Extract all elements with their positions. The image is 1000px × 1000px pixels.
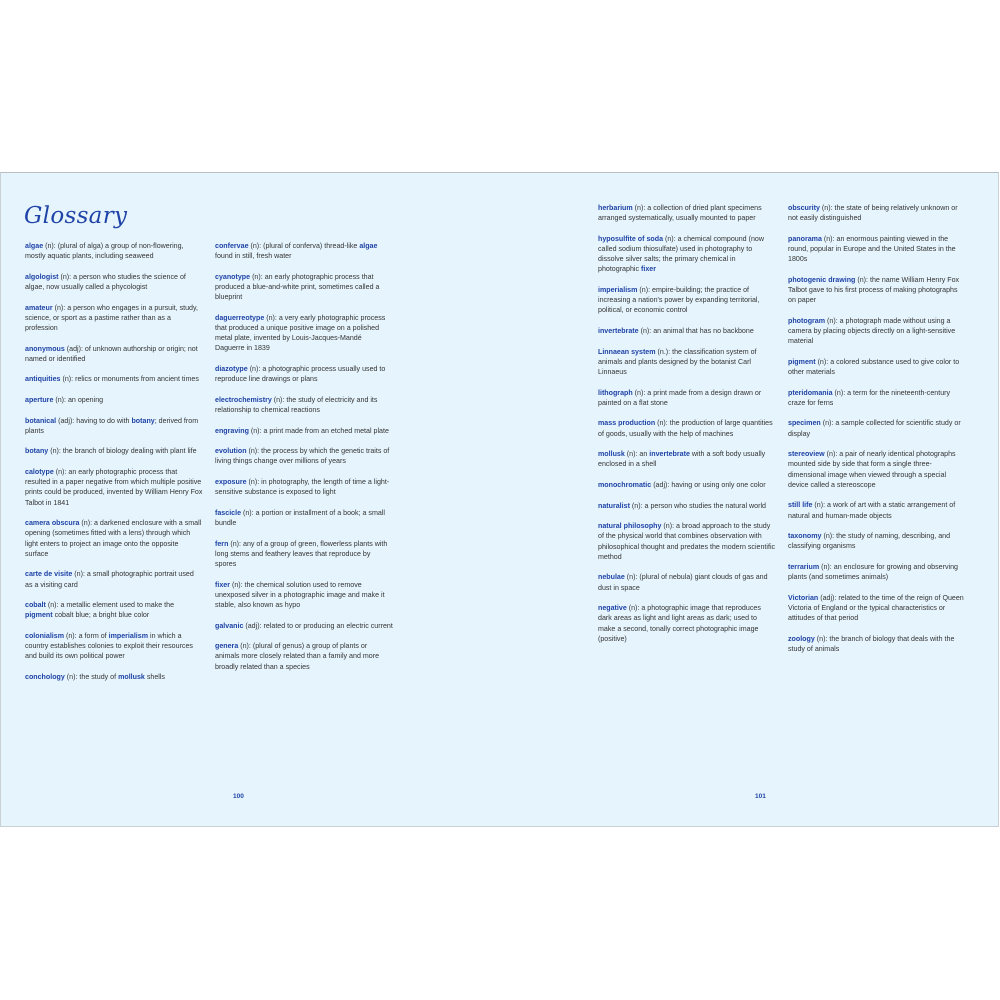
glossary-term: confervae [215,242,249,250]
part-of-speech: (n): [815,357,831,366]
glossary-entry [598,203,776,223]
glossary-entry [598,326,776,336]
glossary-column-3 [598,203,776,654]
part-of-speech: (n): [241,508,256,517]
part-of-speech: (n): [821,234,837,243]
definition-text: the classification system of animals and plants designed by the botanist Carl Linnaeus [598,347,757,376]
glossary-entry [215,364,393,384]
glossary-term: taxonomy [788,532,822,541]
glossary-term: antiquities [25,375,61,384]
definition-text: a small photographic portrait used as a visiting card [25,570,194,589]
glossary-entry [598,480,776,490]
definition-text: an early photographic process that produced a blue-and-white print, sometimes called a blueprint [215,272,380,302]
glossary-term: stereoview [788,450,825,459]
glossary-entry [25,303,203,334]
page-number-right: 101 [755,793,766,800]
glossary-term: aperture [25,395,54,404]
definition-text: a photographic process usually used to reproduce line drawings or plans [215,365,386,384]
glossary-entry [788,562,966,582]
definition-text: an opening [67,395,104,404]
part-of-speech: (n): [53,395,68,404]
glossary-entry [598,285,776,316]
definition-text: found in still, fresh water [215,252,292,261]
part-of-speech: (n): [637,286,653,294]
definition-text: a form of [78,631,109,640]
glossary-term: engraving [215,426,249,435]
cross-reference: fixer [641,265,656,274]
glossary-entry [788,449,966,490]
glossary-term: botanical [25,416,57,425]
glossary-term: zoology [788,634,815,643]
glossary-term: fixer [215,580,230,589]
definition-text: having or using only one color [671,480,766,489]
part-of-speech: (n): [72,570,87,579]
definition-text: the study of [79,672,119,681]
glossary-term: camera obscura [25,519,80,528]
definition-text: a colored substance used to give color to other materials [788,357,960,376]
glossary-term: daguerreotype [215,313,265,322]
definition-text: any of a group of green, flowerless plants with long stems and feathery leaves that reproduce by spores [215,539,388,568]
glossary-term: panorama [788,234,822,243]
definition-text: the production of large quantities of goods, usually with the help of machines [598,419,773,438]
part-of-speech: (n): [58,272,74,281]
definition-text: empire-building; the practice of increasing a nation's power by expanding territorial, political, or economic control [598,286,760,315]
definition-text: related to the time of the reign of Queen Victoria of England or the typical characteristics or attitudes of that period [788,593,964,623]
glossary-column-1 [25,241,203,693]
definition-text: a very early photographic process that produced a unique positive image on a polished metal plate, invented by Louis-Jacques-Mandé Daguerre in 1839 [215,313,386,353]
glossary-entry [25,344,203,364]
definition-text: a term for the nineteenth-century craze for ferns [788,388,951,407]
part-of-speech: (n): [832,388,848,397]
definition-text: a chemical compound (now called sodium thiosulfate) used in photography to dissolve silver salts; the primary chemical in photographic [598,234,764,274]
glossary-term: still life [788,501,813,510]
glossary-term: anonymous [25,344,65,353]
definition-text: the study of electricity and its relationship to chemical reactions [215,395,378,414]
glossary-entry [25,600,203,620]
glossary-entry [788,316,966,347]
glossary-term: obscurity [788,204,820,212]
part-of-speech: (n): [855,275,870,284]
part-of-speech: (n): [53,467,69,476]
definition-text: an enormous painting viewed in the round, popular in Europe and the United States in the 1800s [788,234,956,264]
definition-text: a person who engages in a pursuit, study, science, or sport as a pastime rather than as a profession [25,303,198,332]
glossary-term: mollusk [598,450,625,459]
glossary-entry [788,388,966,408]
definition-text: the chemical solution used to remove unexposed silver in a photographic image and make it stable, also known as hypo [215,580,385,609]
glossary-term: herbarium [598,204,633,212]
part-of-speech: (n): [45,601,61,610]
glossary-term: monochromatic [598,480,652,489]
glossary-entry [598,501,776,511]
definition-text: a sample collected for scientific study or display [788,419,961,438]
glossary-term: pigment [788,357,816,366]
glossary-term: galvanic [215,621,244,630]
glossary-term: algae [25,242,44,250]
part-of-speech: (n): [632,204,648,212]
glossary-term: fern [215,539,229,548]
glossary-column-4 [788,203,966,665]
glossary-term: evolution [215,447,247,456]
glossary-term: conchology [25,672,65,681]
glossary-entry [25,446,203,456]
part-of-speech: (adj): [243,621,264,630]
part-of-speech: (n): [60,375,76,384]
glossary-term: lithograph [598,388,633,397]
glossary-entry [598,418,776,438]
definition-text: a print made from an etched metal plate [263,426,389,435]
glossary-term: invertebrate [598,327,639,335]
definition-text: related to or producing an electric current [263,621,393,630]
glossary-term: photogram [788,316,826,325]
glossary-entry [215,395,393,415]
part-of-speech: (n): [624,450,640,459]
glossary-entry [25,241,203,261]
part-of-speech: (n): [814,634,830,643]
glossary-term: negative [598,604,627,613]
part-of-speech: (n): [661,522,677,531]
glossary-entry [25,416,203,436]
part-of-speech: (n): [248,242,264,250]
glossary-entry [788,634,966,654]
part-of-speech: (adj): [818,593,839,602]
part-of-speech: (n): [271,395,287,404]
glossary-term: cyanotype [215,272,251,281]
part-of-speech: (n): [264,313,279,322]
glossary-entry [215,313,393,354]
part-of-speech: (n): [246,447,262,456]
glossary-term: diazotype [215,365,248,373]
glossary-term: Victorian [788,593,819,602]
definition-text: a photograph made without using a camera by placing objects directly on a light-sensitive material [788,316,956,346]
glossary-entry [215,641,393,672]
part-of-speech: (n): [819,562,834,571]
glossary-entry [215,477,393,497]
glossary-entry [215,446,393,466]
glossary-entry [788,418,966,438]
part-of-speech: (n): [663,234,678,243]
part-of-speech: (n): [246,477,262,486]
definition-text: (plural of nebula) giant clouds of gas and dust in space [598,573,768,592]
glossary-entry [215,539,393,570]
part-of-speech: (n): [64,672,80,681]
cross-reference: botany [131,416,155,425]
glossary-entry [215,241,393,261]
definition-text: an early photographic process that resulted in a paper negative from which multiple positive prints could be produced, invented by William Henry Fox Talbot in 1841 [25,467,203,507]
glossary-entry [25,374,203,384]
glossary-term: hyposulfite of soda [598,234,664,243]
definition-text: (plural of genus) a group of plants or animals more closely related than a family and more broadly related than a species [215,642,380,671]
part-of-speech: (n): [52,303,68,312]
definition-text: the branch of biology dealing with plant life [62,447,197,456]
part-of-speech: (n): [812,501,828,510]
glossary-term: amateur [25,303,53,312]
part-of-speech: (n): [64,631,79,640]
cross-reference: algae [359,242,378,250]
glossary-term: exposure [215,477,247,486]
cross-reference: pigment [25,611,53,620]
glossary-entry [598,449,776,469]
glossary-entry [788,593,966,624]
part-of-speech: (n): [228,539,243,548]
part-of-speech: (n): [229,580,245,589]
definition-text: an animal that has no backbone [653,327,754,335]
definition-text: the study of naming, describing, and classifying organisms [788,532,951,551]
part-of-speech: (n): [247,365,263,373]
glossary-term: terrarium [788,562,820,571]
definition-text: cobalt blue; a bright blue color [52,611,150,620]
glossary-entry [25,467,203,508]
glossary-term: calotype [25,467,54,476]
part-of-speech: (adj): [651,480,672,489]
cross-reference: mollusk [118,672,145,681]
part-of-speech: (n): [820,419,836,428]
glossary-entry [215,508,393,528]
page-number-left: 100 [233,793,244,800]
glossary-entry [788,234,966,265]
glossary-entry [25,272,203,292]
part-of-speech: (n): [43,242,58,250]
definition-text: a photographic image that reproduces dark areas as light and light areas as dark; used to make a second, tonally correct photographic image (positive) [598,604,761,643]
glossary-entry [598,603,776,644]
cross-reference: imperialism [108,631,149,640]
glossary-term: algologist [25,272,59,281]
page-title: Glossary [24,203,128,230]
definition-text: in photography, the length of time a light-sensitive substance is exposed to light [215,477,390,497]
glossary-entry [25,518,203,559]
glossary-term: pteridomania [788,388,833,397]
glossary-entry [598,347,776,378]
part-of-speech: (n): [79,519,95,528]
definition-text: the state of being relatively unknown or not easily distinguished [788,204,958,223]
definition-text: a print made from a design drawn or painted on a flat stone [598,388,762,407]
part-of-speech: (n): [248,426,264,435]
glossary-entry [788,500,966,520]
definition-text: (plural of alga) a group of non-flowering, mostly aquatic plants, including seaweed [25,242,184,261]
definition-text: a person who studies the science of algae, now usually called a phycologist [25,272,186,291]
cross-reference: invertebrate [649,450,690,459]
glossary-term: electrochemistry [215,395,272,404]
glossary-entry [25,672,203,682]
part-of-speech: (n): [626,604,642,613]
part-of-speech: (n): [238,642,253,651]
glossary-entry [25,631,203,662]
definition-text: the branch of biology that deals with the study of animals [788,634,955,653]
glossary-term: photogenic drawing [788,275,856,284]
definition-text: shells [144,672,165,681]
part-of-speech: (n): [655,419,670,428]
definition-text: relics or monuments from ancient times [75,375,199,384]
definition-text: a person who studies the natural world [644,501,766,510]
glossary-entry [598,234,776,275]
glossary-entry [788,357,966,377]
definition-text: (plural of conferva) thread-like [263,242,360,250]
glossary-entry [25,569,203,589]
part-of-speech: (n): [48,447,63,456]
glossary-entry [215,621,393,631]
definition-text: a pair of nearly identical photographs mounted side by side that form a single three-dimensional image when viewed through a special device called a stereoscope [788,450,956,489]
definition-text: a metallic element used to make the [60,601,175,610]
part-of-speech: (n.): [655,347,673,356]
part-of-speech: (adj): [64,344,85,353]
definition-text: with a soft body usually enclosed in a shell [598,450,766,469]
glossary-term: imperialism [598,286,638,294]
glossary-term: naturalist [598,501,630,510]
glossary-term: Linnaean system [598,347,656,356]
part-of-speech: (n): [250,272,265,281]
definition-text: a darkened enclosure with a small opening (sometimes fitted with a lens) through which light enters to project an image onto the opposite surface [25,519,202,558]
definition-text: a work of art with a static arrangement of natural and human-made objects [788,501,956,520]
glossary-term: mass production [598,419,656,428]
glossary-term: colonialism [25,631,65,640]
glossary-entry [215,426,393,436]
part-of-speech: (n): [825,316,840,325]
definition-text: an [639,450,650,459]
definition-text: the process by which the genetic traits of living things change over millions of years [215,447,390,466]
definition-text: a broad approach to the study of the physical world that combines observation with philosophical thought and predates the modern scientific method [598,522,776,561]
definition-text: the name William Henry Fox Talbot gave to his first process of making photographs on paper [788,275,960,305]
glossary-entry [788,531,966,551]
glossary-entry [215,272,393,303]
part-of-speech: (n): [624,573,640,582]
glossary-term: specimen [788,419,821,428]
part-of-speech: (n): [632,388,648,397]
glossary-term: botany [25,447,49,456]
glossary-entry [788,203,966,223]
part-of-speech: (n): [629,501,645,510]
part-of-speech: (adj): [56,416,77,425]
definition-text: an enclosure for growing and observing plants (and sometimes animals) [788,562,958,582]
definition-text: ; derived from plants [25,416,199,435]
definition-text: having to do with [76,416,132,425]
glossary-column-2 [215,241,393,682]
glossary-term: nebulae [598,573,625,582]
glossary-term: genera [215,642,239,651]
glossary-entry [598,388,776,408]
glossary-entry [598,572,776,592]
part-of-speech: (n): [638,327,654,335]
part-of-speech: (n): [821,532,837,541]
part-of-speech: (n): [819,204,835,212]
definition-text: a portion or installment of a book; a small bundle [215,508,385,527]
glossary-entry [215,580,393,611]
definition-text: in which a country establishes colonies to exploit their resources and build its own political power [25,631,193,661]
definition-text: a collection of dried plant specimens arranged systematically, usually mounted to paper [598,204,762,223]
glossary-term: natural philosophy [598,522,662,531]
glossary-term: carte de visite [25,570,73,579]
glossary-term: cobalt [25,601,46,610]
glossary-entry [788,275,966,306]
glossary-entry [598,521,776,562]
definition-text: of unknown authorship or origin; not named or identified [25,344,198,363]
part-of-speech: (n): [824,450,840,459]
glossary-entry [25,395,203,405]
glossary-term: fascicle [215,508,242,517]
